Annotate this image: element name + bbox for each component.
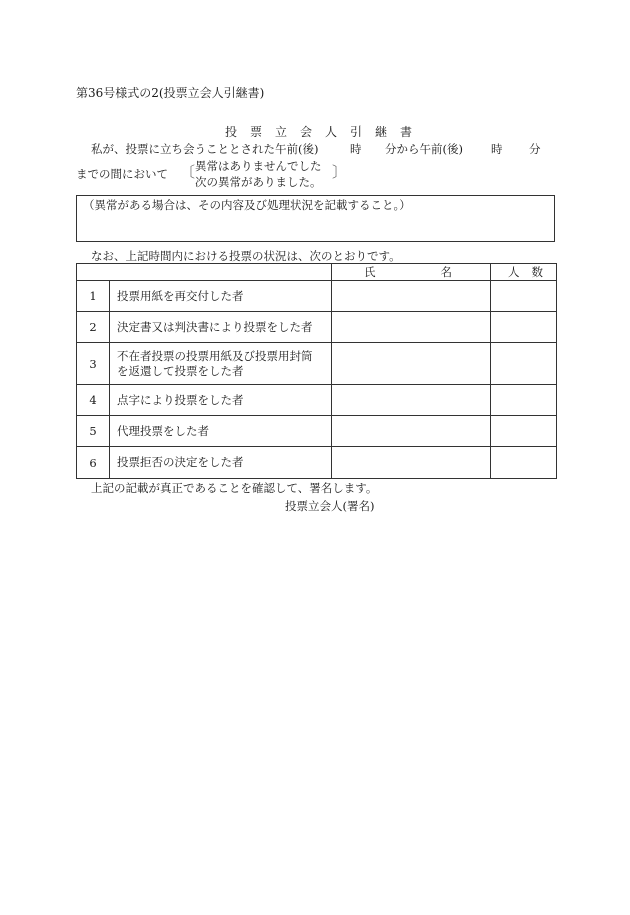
name-cell[interactable] [332,447,491,479]
count-cell[interactable] [491,447,557,479]
row-description: 点字により投票をした者 [110,385,332,416]
bracket-close: 〕 [332,163,348,181]
row-number: 3 [77,343,110,385]
status-intro: なお、上記時間内における投票の状況は、次のとおりです。 [91,249,401,263]
row-description: 決定書又は判決書により投票をした者 [110,312,332,343]
row-number: 1 [77,281,110,312]
table-row [77,447,557,479]
table-row [77,416,557,447]
table-header-row [77,264,557,281]
name-cell[interactable] [332,281,491,312]
header-name-1: 氏 [364,265,376,279]
table-row [77,281,557,312]
statement-hour1: 時 [350,142,362,156]
row-number: 6 [77,447,110,479]
form-number: 第36号様式の2(投票立会人引継書) [76,86,265,100]
name-cell[interactable] [332,312,491,343]
count-cell[interactable] [491,281,557,312]
voting-status-table [76,263,557,479]
row-description: 投票用紙を再交付した者 [110,281,332,312]
row-description: 不在者投票の投票用紙及び投票用封筒を返還して投票をした者 [110,343,332,385]
header-count-1: 人 [508,265,520,279]
header-count-2: 数 [531,265,543,279]
name-cell[interactable] [332,416,491,447]
statement-minute2: 分 [529,142,541,156]
row-number: 5 [77,416,110,447]
table-row [77,343,557,385]
anomaly-note-instruction: （異常がある場合は、その内容及び処理状況を記載すること。） [83,198,411,212]
header-name [332,264,491,281]
header-blank [77,264,332,281]
option-anomaly: 次の異常がありました。 [195,175,322,189]
statement-part2: 分から午前(後) [385,142,463,156]
statement-hour2: 時 [491,142,503,156]
bracket-open: 〔 [180,163,196,181]
name-cell[interactable] [332,385,491,416]
header-name-2: 名 [440,265,452,279]
count-cell[interactable] [491,385,557,416]
signature-label: 投票立会人(署名) [285,499,375,513]
row-description: 代理投票をした者 [110,416,332,447]
count-cell[interactable] [491,312,557,343]
statement-until: までの間において [76,167,168,181]
option-no-anomaly: 異常はありませんでした [195,159,322,173]
statement-line [91,141,551,157]
anomaly-note-box[interactable] [76,195,555,242]
row-description: 投票拒否の決定をした者 [110,447,332,479]
name-cell[interactable] [332,343,491,385]
count-cell[interactable] [491,343,557,385]
confirmation-statement: 上記の記載が真正であることを確認して、署名します。 [91,481,378,495]
row-number: 4 [77,385,110,416]
count-cell[interactable] [491,416,557,447]
header-count [491,264,557,281]
statement-part1: 私が、投票に立ち会うこととされた午前(後) [91,142,319,156]
table-row [77,385,557,416]
table-row [77,312,557,343]
document-title: 投票立会人引継書 [224,125,425,139]
row-number: 2 [77,312,110,343]
